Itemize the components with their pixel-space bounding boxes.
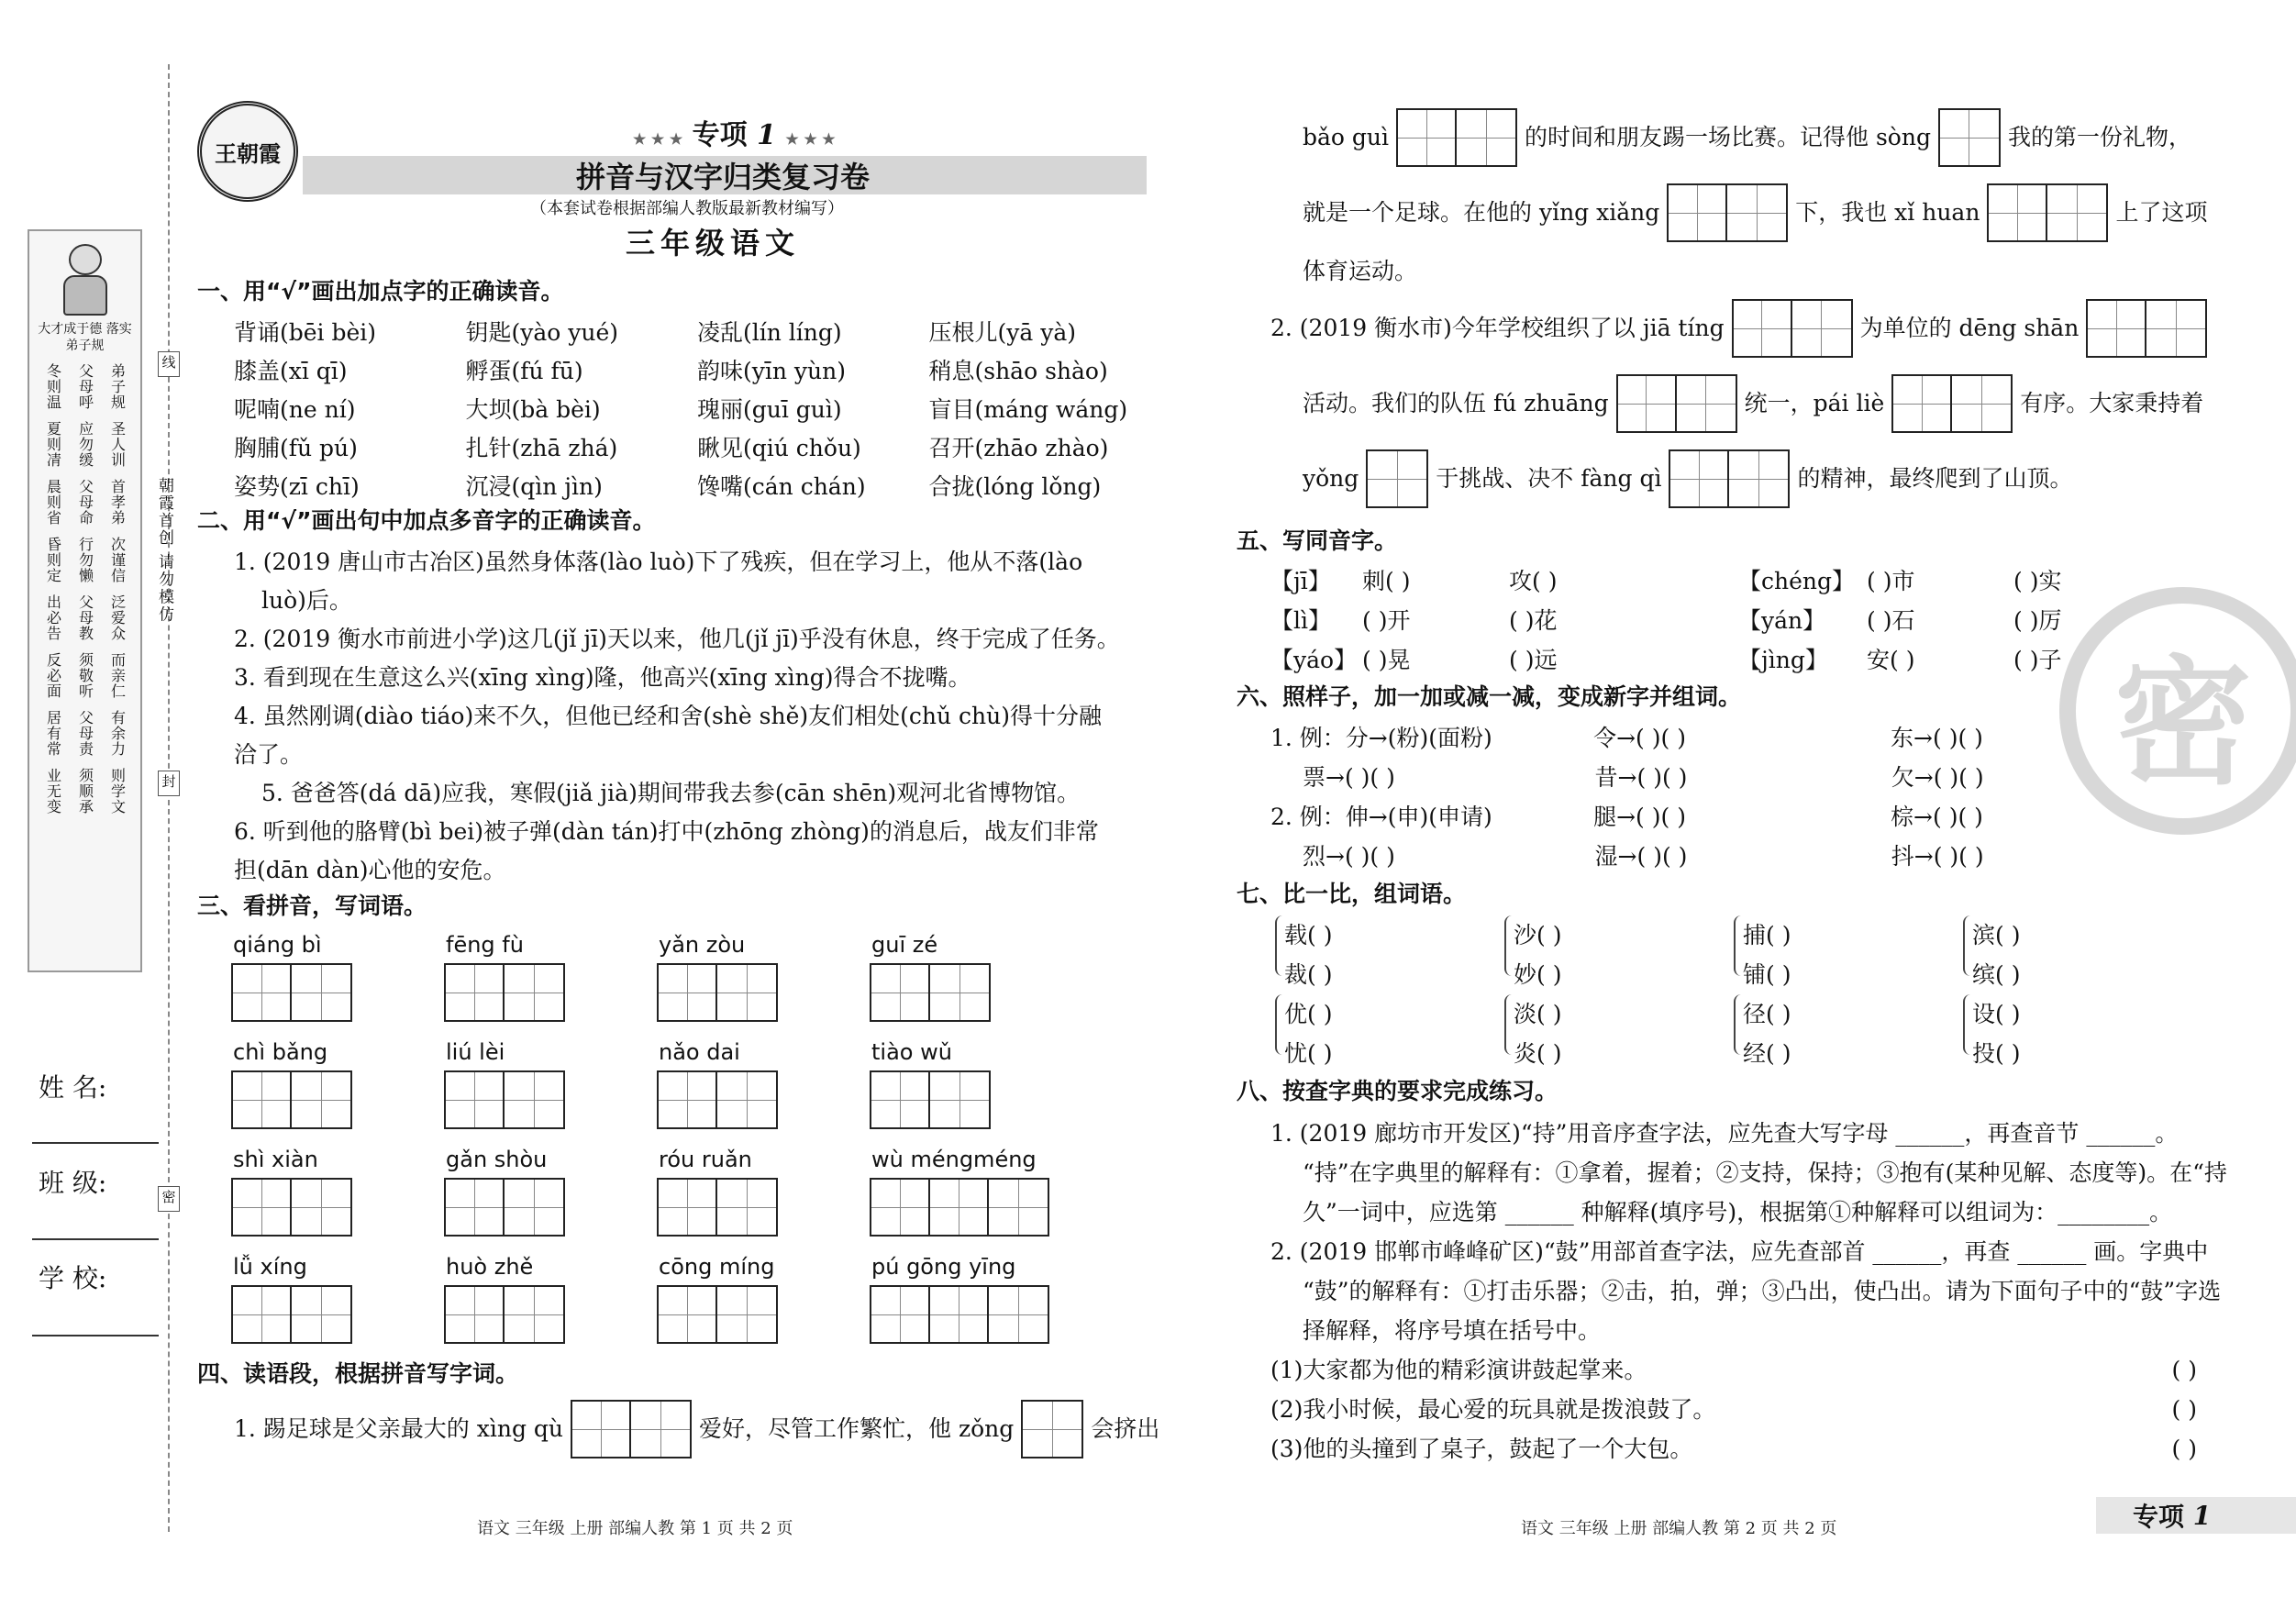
seal-mark-3: 密 [158, 1186, 180, 1212]
class-label: 班 级: [39, 1168, 107, 1198]
s6-item[interactable]: 抖→( )( ) [1891, 842, 1984, 870]
s2-line: luò)后。 [261, 587, 352, 614]
s3-word [657, 1034, 870, 1141]
s5-sound: 【yáo】 [1270, 646, 1358, 673]
s1-row [234, 391, 1160, 429]
pinyin: liú lèi [446, 1039, 505, 1065]
motto-col: 泛爱众 [108, 594, 127, 641]
pinyin: róu ruǎn [659, 1147, 752, 1172]
pinyin: qiáng bì [233, 932, 322, 958]
s1-row [234, 429, 1160, 468]
s3-row [231, 1034, 1158, 1141]
logo-text: 王朝霞 [215, 139, 281, 167]
s7-item[interactable]: 沙( ) [1514, 922, 1562, 948]
s5-sound: 【jìng】 [1738, 646, 1828, 673]
s3-word [657, 926, 870, 1034]
answer-box[interactable] [444, 1178, 565, 1237]
s6-item[interactable]: 1. 例：分→(粉)(面粉) [1270, 724, 1492, 751]
seal-mark-1: 线 [158, 351, 180, 377]
s3-row [231, 1141, 1158, 1248]
s7-row [1275, 915, 2192, 994]
answer-box[interactable] [231, 963, 352, 1022]
s5-blank[interactable]: ( )实 [2013, 567, 2062, 594]
answer-box[interactable] [1987, 183, 2108, 242]
pinyin: chì bǎng [233, 1039, 328, 1065]
s8-line: 1. (2019 廊坊市开发区)“持”用音序查字法，应先查大写字母 ______，再查音节 ______。 [1270, 1119, 2179, 1147]
s6-item[interactable]: 票→( )( ) [1303, 763, 1395, 791]
s4-line1: bǎo guì 的时间和朋友踢一场比赛。记得他 sòng 我的第一份礼物， [1303, 108, 2191, 167]
s6-item[interactable]: 棕→( )( ) [1891, 803, 1983, 830]
answer-box[interactable] [1396, 108, 1517, 167]
s3-word [231, 1034, 444, 1141]
s7-item[interactable]: 径( ) [1743, 1001, 1791, 1027]
s5-sound: 【yán】 [1738, 606, 1826, 634]
s8-question [1270, 1390, 2197, 1429]
s1-item[interactable]: 瑰丽(guī guì) [697, 396, 842, 423]
footer-left: 语文 三年级 上册 部编人教 第 1 页 共 2 页 [477, 1519, 793, 1538]
s1-item[interactable]: 孵蛋(fú fū) [465, 358, 583, 384]
answer-box[interactable] [870, 1070, 991, 1129]
s7-pair [1275, 915, 1504, 994]
s2-line: 6. 听到他的胳臂(bì bei)被子弹(dàn tán)打中(zhōng zhòng)的消息后，战友们非常 [234, 818, 1099, 845]
s4-line3: 体育运动。 [1303, 258, 1418, 284]
s3-word [870, 1248, 1082, 1356]
answer-box[interactable] [444, 963, 565, 1022]
s6-item[interactable]: 湿→( )( ) [1594, 842, 1688, 870]
s1-item[interactable]: 韵味(yīn yùn) [697, 358, 846, 384]
s4-line6: yǒng 于挑战、决不 fàng qì 的精神，最终爬到了山顶。 [1303, 449, 2072, 508]
s6-row [1270, 758, 2188, 797]
s6-item[interactable]: 2. 例：伸→(申)(申请) [1270, 803, 1492, 830]
s5-blank[interactable]: ( )子 [2013, 646, 2062, 673]
footer-tag: 专项 1 [2096, 1497, 2296, 1534]
s2-line: 3. 看到现在生意这么兴(xīng xìng)隆，他高兴(xīng xìng)得合不拢嘴。 [234, 664, 971, 691]
motto-col: 有余力 [108, 710, 127, 757]
s7-item[interactable]: 滨( ) [1972, 922, 2021, 948]
s4-title: 四、读语段，根据拼音写字词。 [197, 1360, 519, 1387]
answer-box[interactable] [1366, 449, 1428, 508]
s1-item[interactable]: 召开(zhāo zhào) [928, 435, 1109, 461]
s5-title: 五、写同音字。 [1237, 527, 1398, 554]
s3-word [231, 1141, 444, 1248]
binding-line [168, 64, 170, 1532]
s7-pair [1734, 994, 1963, 1073]
sidebar-motto [28, 229, 142, 972]
pinyin: pú gōng yīng [871, 1254, 1016, 1280]
s5-blank[interactable]: ( )开 [1362, 606, 1411, 634]
s4-line2: 就是一个足球。在他的 yǐng xiǎng 下，我也 xǐ huan 上了这项 [1303, 183, 2207, 242]
motto-col: 父母责 [76, 710, 94, 757]
answer-box[interactable] [1667, 183, 1788, 242]
answer-box[interactable] [657, 1178, 778, 1237]
pinyin: shì xiàn [233, 1147, 318, 1172]
s8-question-text: (1)大家都为他的精彩演讲鼓起掌来。 [1270, 1356, 1647, 1383]
motto-col: 夏则凊 [44, 421, 62, 468]
s3-word [444, 1248, 657, 1356]
pinyin: tiào wǔ [871, 1039, 952, 1065]
motto-col: 晨则省 [44, 479, 62, 526]
s5-row [1270, 601, 2188, 640]
s5-blank[interactable]: ( )晃 [1362, 646, 1411, 673]
s7-item[interactable]: 经( ) [1743, 1040, 1791, 1067]
s3-row [231, 1248, 1158, 1356]
s1-item[interactable]: 胸脯(fǔ pú) [234, 435, 358, 461]
pinyin: lǚ xíng [233, 1254, 307, 1280]
motto-col: 首孝弟 [108, 479, 127, 526]
s3-word [231, 926, 444, 1034]
s6-row [1270, 797, 2188, 837]
pinyin: nǎo dai [659, 1039, 740, 1065]
s1-item[interactable]: 背诵(bēi bèi) [234, 319, 377, 346]
s8-lines [1270, 1114, 2227, 1350]
s2-line: 5. 爸爸答(dá dā)应我，寒假(jiǎ jià)期间带我去参(cān shēn)观河北省博物馆。 [261, 780, 1081, 806]
motto-col: 须敬听 [76, 652, 94, 699]
s4-para1: 1. 踢足球是父亲最大的 xìng qù 爱好，尽管工作繁忙，他 zǒng 会挤出 [234, 1400, 1159, 1458]
school-label: 学 校: [39, 1263, 107, 1293]
logo [197, 101, 298, 202]
s3-word [231, 1248, 444, 1356]
s6-item[interactable]: 令→( )( ) [1593, 724, 1686, 751]
series-label: ★ ★ ★ 专项 1 ★ ★ ★ [633, 119, 836, 151]
s5-blank[interactable]: ( )花 [1509, 606, 1558, 634]
pinyin: wù méngméng [871, 1147, 1037, 1172]
s7-item[interactable]: 捕( ) [1743, 922, 1791, 948]
motto-col: 冬则温 [44, 363, 62, 410]
s1-item[interactable]: 大坝(bà bèi) [465, 396, 601, 423]
s7-item[interactable]: 载( ) [1284, 922, 1333, 948]
s5-blank[interactable]: 安( ) [1867, 646, 1915, 673]
answer-box[interactable] [870, 1285, 1049, 1344]
s8-answer-paren[interactable]: ( ) [2171, 1435, 2197, 1462]
s3-word [657, 1248, 870, 1356]
s2-line: 洽了。 [234, 741, 304, 768]
s3-word [444, 926, 657, 1034]
s8-answer-paren[interactable]: ( ) [2171, 1356, 2197, 1383]
s2-line: 4. 虽然刚调(diào tiáo)来不久，但他已经和舍(shè shě)友们相处(chǔ chù)得十分融 [234, 703, 1102, 729]
answer-box[interactable] [1938, 108, 2001, 167]
s8-title: 八、按查字典的要求完成练习。 [1237, 1078, 1558, 1104]
motto-col: 次谨信 [108, 537, 127, 583]
answer-box[interactable] [870, 1178, 1049, 1237]
motto-col: 昏则定 [44, 537, 62, 583]
s1-item[interactable]: 呢喃(ne ní) [234, 396, 356, 423]
answer-box[interactable] [231, 1070, 352, 1129]
pinyin: huò zhě [446, 1254, 534, 1280]
s5-row [1270, 561, 2188, 601]
s5-blank[interactable]: ( )石 [1867, 606, 1915, 634]
answer-box[interactable] [231, 1178, 352, 1237]
s5-sound: 【chéng】 [1738, 567, 1856, 594]
motto-col: 父母命 [76, 479, 94, 526]
brace [1275, 915, 1284, 976]
seal-mark-2: 封 [158, 771, 180, 796]
s1-grid [234, 314, 1160, 506]
brace [1963, 915, 1972, 976]
s2-line: 担(dān dàn)心他的安危。 [234, 857, 506, 883]
class-field[interactable] [32, 1238, 159, 1240]
s1-row [234, 314, 1160, 352]
s2-title: 二、用“√”画出句中加点多音字的正确读音。 [197, 507, 656, 534]
s5-blank[interactable]: ( )市 [1867, 567, 1915, 594]
pinyin: yǎn zòu [659, 932, 746, 958]
motto-col: 圣人训 [108, 421, 127, 468]
s3-word [444, 1034, 657, 1141]
s3-title: 三、看拼音，写词语。 [197, 893, 427, 919]
motto-col: 父母教 [76, 594, 94, 641]
s6-item[interactable]: 昔→( )( ) [1594, 763, 1688, 791]
brace [1275, 994, 1284, 1055]
s6-row [1270, 718, 2188, 758]
s2-lines [234, 543, 1160, 890]
s1-item[interactable]: 钥匙(yào yué) [465, 319, 619, 346]
school-field[interactable] [32, 1335, 159, 1336]
motto-col: 则学文 [108, 768, 127, 815]
answer-box[interactable] [657, 1070, 778, 1129]
s6-item[interactable]: 东→( )( ) [1891, 724, 1983, 751]
s8-question [1270, 1429, 2197, 1469]
pinyin: fēng fù [446, 932, 524, 958]
paper-title: 拼音与汉字归类复习卷 [576, 160, 871, 194]
pinyin: guī zé [871, 932, 938, 958]
s1-item[interactable]: 盲目(máng wáng) [928, 396, 1128, 423]
motto-columns [29, 358, 140, 815]
footer-right: 语文 三年级 上册 部编人教 第 2 页 共 2 页 [1521, 1519, 1837, 1538]
s3-word [870, 1141, 1082, 1248]
motto-col: 弟子规 [108, 363, 127, 410]
s6-grid [1270, 718, 2188, 876]
s5-grid [1270, 561, 2188, 680]
s7-item[interactable]: 炎( ) [1514, 1040, 1562, 1067]
answer-box[interactable] [444, 1070, 565, 1129]
s1-item[interactable]: 瞅见(qiú chǒu) [697, 435, 861, 461]
s1-row [234, 468, 1160, 506]
s2-line: 2. (2019 衡水市前进小学)这几(jǐ jī)天以来，他几(jǐ jī)乎没有休息，终于完成了任务。 [234, 626, 1120, 652]
s3-word [870, 926, 1082, 1034]
brace [1504, 994, 1514, 1055]
s8-question-text: (3)他的头撞到了桌子，鼓起了一个大包。 [1270, 1435, 1693, 1462]
answer-box[interactable] [231, 1285, 352, 1344]
paper-subtitle: （本套试卷根据部编人教版最新教材编写） [530, 199, 844, 218]
grade-title: 三年级语文 [626, 226, 801, 261]
s8-questions [1270, 1350, 2197, 1469]
boy-figure [56, 244, 115, 317]
s5-sound: 【lì】 [1270, 606, 1331, 634]
s7-item[interactable]: 妙( ) [1514, 961, 1562, 988]
s7-item[interactable]: 缤( ) [1972, 961, 2021, 988]
s7-pair [1504, 915, 1734, 994]
s1-row [234, 352, 1160, 391]
s7-item[interactable]: 淡( ) [1514, 1001, 1562, 1027]
s2-line: 1. (2019 唐山市古冶区)虽然身体落(lào luò)下了残疾，但在学习上，他从不落(lào [234, 549, 1083, 575]
s3-word [870, 1034, 1082, 1141]
brace [1504, 915, 1514, 976]
s8-question [1270, 1350, 2197, 1390]
s7-pair [1275, 994, 1504, 1073]
answer-box[interactable] [571, 1400, 692, 1458]
s8-line: “持”在字典里的解释有：①拿着，握着；②支持，保持；③抱有(某种见解、态度等)。在“持 [1303, 1159, 2227, 1186]
motto-col: 行勿懒 [76, 537, 94, 583]
motto-col: 须顺承 [76, 768, 94, 815]
answer-box[interactable] [1732, 299, 1853, 358]
name-label: 姓 名: [39, 1072, 107, 1103]
s5-row [1270, 640, 2188, 680]
s8-line: 久”一词中，应选第 ______ 种解释(填序号)，根据第①种解释可以组词为：________。 [1303, 1198, 2173, 1225]
pinyin: cōng míng [659, 1254, 775, 1280]
answer-box[interactable] [1616, 374, 1737, 433]
s5-blank[interactable]: 攻( ) [1509, 567, 1558, 594]
s7-item[interactable]: 铺( ) [1743, 961, 1791, 988]
motto-col: 出必告 [44, 594, 62, 641]
answer-box[interactable] [444, 1285, 565, 1344]
s5-blank[interactable]: ( )厉 [2013, 606, 2062, 634]
s6-row [1270, 837, 2188, 876]
s1-item[interactable]: 沉浸(qìn jìn) [465, 473, 603, 500]
name-field[interactable] [32, 1142, 159, 1144]
s8-question-text: (2)我小时候，最心爱的玩具就是拨浪鼓了。 [1270, 1395, 1716, 1423]
motto-top: 大才成于德 落实弟子规 [38, 322, 132, 353]
brace [1734, 915, 1743, 976]
margin-text: 朝霞首创 请勿模仿 [155, 477, 173, 624]
s7-item[interactable]: 设( ) [1972, 1001, 2021, 1027]
s7-item[interactable]: 忧( ) [1284, 1040, 1333, 1067]
s3-word [657, 1141, 870, 1248]
motto-col: 父母呼 [76, 363, 94, 410]
s1-item[interactable]: 馋嘴(cán chán) [697, 473, 866, 500]
motto-col: 应勿缓 [76, 421, 94, 468]
s4-para2: 2. (2019 衡水市)今年学校组织了以 jiā tíng 为单位的 dēng shān [1270, 299, 2207, 358]
s3-row [231, 926, 1158, 1034]
motto-col: 业无变 [44, 768, 62, 815]
answer-box[interactable] [657, 963, 778, 1022]
s5-sound: 【jī】 [1270, 567, 1331, 594]
s3-grid [231, 926, 1158, 1356]
s1-item[interactable]: 膝盖(xī qī) [234, 358, 348, 384]
s7-pair [1734, 915, 1963, 994]
s1-item[interactable]: 扎针(zhā zhá) [465, 435, 618, 461]
answer-box[interactable] [2086, 299, 2207, 358]
answer-box[interactable] [1891, 374, 2013, 433]
s7-item[interactable]: 投( ) [1972, 1040, 2021, 1067]
s1-item[interactable]: 合拢(lóng lǒng) [928, 473, 1102, 500]
s6-item[interactable]: 烈→( )( ) [1303, 842, 1395, 870]
answer-box[interactable] [1021, 1400, 1083, 1458]
s8-line: 择解释，将序号填在括号中。 [1303, 1316, 1602, 1344]
s7-item[interactable]: 优( ) [1284, 1001, 1333, 1027]
brace [1734, 994, 1743, 1055]
s3-word [444, 1141, 657, 1248]
s7-item[interactable]: 裁( ) [1284, 961, 1333, 988]
s7-pair [1963, 994, 2192, 1073]
s7-title: 七、比一比，组词语。 [1237, 881, 1467, 907]
s1-item[interactable]: 姿势(zī chī) [234, 473, 360, 500]
s7-pair [1504, 994, 1734, 1073]
s4-line5: 活动。我们的队伍 fú zhuāng 统一，pái liè 有序。大家秉持着 [1303, 374, 2203, 433]
secret-watermark: 密 [2059, 587, 2296, 835]
s7-pair [1963, 915, 2192, 994]
s6-title: 六、照样子，加一加或减一减，变成新字并组词。 [1237, 683, 1742, 710]
motto-col: 而亲仁 [108, 652, 127, 699]
s8-answer-paren[interactable]: ( ) [2171, 1395, 2197, 1423]
answer-box[interactable] [1669, 449, 1790, 508]
s5-blank[interactable]: ( )远 [1509, 646, 1558, 673]
motto-col: 反必面 [44, 652, 62, 699]
brace [1963, 994, 1972, 1055]
s1-item[interactable]: 压根儿(yā yà) [928, 319, 1077, 346]
s1-title: 一、用“√”画出加点字的正确读音。 [197, 278, 564, 305]
s7-row [1275, 994, 2192, 1073]
s5-blank[interactable]: 刺( ) [1362, 567, 1411, 594]
s8-line: 2. (2019 邯郸市峰峰矿区)“鼓”用部首查字法，应先查部首 ______，再查 ______ 画。字典中 [1270, 1237, 2209, 1265]
s7-grid [1275, 915, 2192, 1073]
answer-box[interactable] [870, 963, 991, 1022]
s8-line: “鼓”的解释有：①打击乐器；②击，拍，弹；③凸出，使凸出。请为下面句子中的“鼓”字选 [1303, 1277, 2222, 1304]
s6-item[interactable]: 腿→( )( ) [1593, 803, 1686, 830]
motto-col: 居有常 [44, 710, 62, 757]
pinyin: gǎn shòu [446, 1147, 548, 1172]
s6-item[interactable]: 欠→( )( ) [1891, 763, 1984, 791]
answer-box[interactable] [657, 1285, 778, 1344]
s1-item[interactable]: 稍息(shāo shào) [928, 358, 1108, 384]
s1-item[interactable]: 凌乱(lín líng) [697, 319, 842, 346]
